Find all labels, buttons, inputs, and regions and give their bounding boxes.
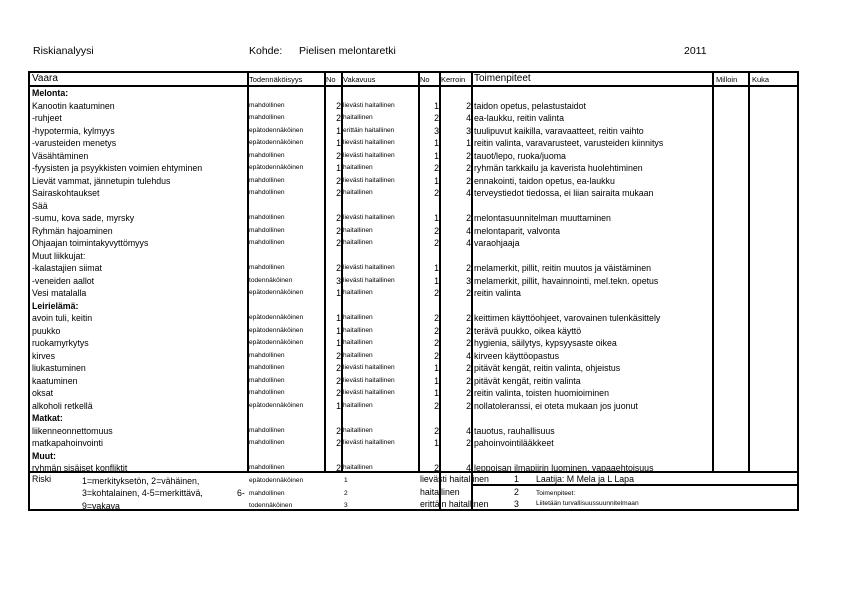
row-vaara: matkapahoinvointi	[32, 438, 103, 448]
row-vakavuus: haitallinen	[343, 426, 373, 434]
row-vakavuus: haitallinen	[343, 164, 373, 171]
riski-scale-line1: 1=merkityksetön, 2=vähäinen,	[82, 476, 200, 486]
row-no2: 2	[434, 238, 439, 248]
row-vakavuus: haitallinen	[343, 463, 373, 471]
row-todennakoisyys: epätodennäköinen	[249, 401, 304, 409]
row-toimenpiteet: melamerkit, pillit, havainnointi, mel.tekn. opetus	[474, 275, 659, 286]
row-no2: 2	[434, 325, 439, 336]
row-todennakoisyys: epätodennäköinen	[249, 126, 304, 134]
row-todennakoisyys: mahdollinen	[249, 463, 285, 471]
year: 2011	[684, 45, 707, 57]
row-kerroin: 4	[466, 238, 471, 248]
row-vakavuus: haitallinen	[343, 239, 373, 246]
row-vaara: Kanootin kaatuminen	[32, 100, 115, 111]
row-kerroin: 4	[466, 113, 471, 123]
row-vakavuus: lievästi haitallinen	[343, 439, 395, 446]
row-no2: 2	[434, 313, 439, 323]
row-todennakoisyys: epätodennäköinen	[249, 139, 304, 146]
row-toimenpiteet: hygienia, säilytys, kypsyysaste oikea	[474, 338, 617, 348]
col-header-kuka: Kuka	[752, 75, 770, 84]
row-no1: 1	[336, 138, 341, 148]
toimenpiteet-note: Liitetään turvallisuussuunnitelmaan	[536, 500, 639, 507]
tod-scale-label: epätodennäköinen	[249, 477, 304, 484]
row-todennakoisyys: mahdollinen	[249, 176, 285, 184]
row-no2: 2	[434, 462, 439, 473]
row-no1: 2	[336, 100, 341, 111]
row-vaara: Matkat:	[32, 413, 63, 423]
col-divider	[748, 73, 750, 471]
row-kerroin: 2	[466, 375, 471, 386]
col-header-vaara: Vaara	[32, 73, 58, 84]
row-vakavuus: haitallinen	[343, 326, 373, 334]
row-no2: 1	[434, 175, 439, 186]
row-vaara: avoin tuli, keitin	[32, 313, 93, 323]
row-vaara: Sairaskohtaukset	[32, 188, 100, 198]
row-vaara: Vesi matalalla	[32, 288, 87, 298]
row-no1: 2	[336, 150, 341, 161]
row-no2: 2	[434, 338, 439, 348]
row-vakavuus: lievästi haitallinen	[343, 276, 395, 284]
row-vakavuus: lievästi haitallinen	[343, 176, 395, 184]
row-toimenpiteet: melontaparit, valvonta	[474, 225, 561, 236]
row-todennakoisyys: mahdollinen	[249, 364, 285, 371]
row-kerroin: 4	[466, 225, 471, 236]
row-vaara: -kalastajien siimat	[32, 263, 102, 273]
row-no2: 1	[434, 263, 439, 273]
row-vakavuus: lievästi haitallinen	[343, 101, 395, 109]
vak-scale-no: 2	[514, 487, 519, 497]
row-vaara: -hypotermia, kylmyys	[32, 125, 115, 136]
row-vaara: ruokamyrkytys	[32, 338, 89, 348]
row-vakavuus: erittäin haitallinen	[343, 126, 395, 134]
toimenpiteet-label: Toimenpiteet:	[536, 490, 576, 497]
riski-label: Riski	[32, 474, 52, 484]
row-toimenpiteet: ennakointi, taidon opetus, ea-laukku	[474, 175, 615, 186]
tod-scale-label: mahdollinen	[249, 490, 285, 497]
row-no2: 1	[434, 363, 439, 373]
riski-scale-line2: 3=kohtalainen, 4-5=merkittävä,	[82, 488, 203, 498]
row-toimenpiteet: ea-laukku, reitin valinta	[474, 113, 564, 123]
row-vaara: kirves	[32, 350, 55, 361]
row-kerroin: 4	[466, 462, 471, 473]
risk-table	[28, 71, 799, 511]
row-kerroin: 3	[466, 275, 471, 286]
row-toimenpiteet: melontasuunnitelman muuttaminen	[474, 213, 611, 223]
row-todennakoisyys: epätodennäköinen	[249, 314, 304, 321]
row-vaara: -varusteiden menetys	[32, 138, 117, 148]
row-toimenpiteet: reitin valinta, varavarusteet, varusteiden kiinnitys	[474, 138, 664, 148]
vak-scale-label: haitallinen	[420, 487, 460, 497]
row-vakavuus: haitallinen	[343, 314, 373, 321]
row-vaara: Ohjaajan toimintakyvyttömyys	[32, 238, 149, 248]
row-no2: 2	[434, 425, 439, 436]
col-divider	[471, 73, 473, 509]
row-toimenpiteet: reitin valinta, toisten huomioiminen	[474, 388, 609, 398]
row-toimenpiteet: terävä puukko, oikea käyttö	[474, 325, 582, 336]
row-todennakoisyys: epätodennäköinen	[249, 339, 304, 346]
row-no1: 1	[336, 338, 341, 348]
tod-scale-label: todennäköinen	[249, 502, 293, 509]
row-kerroin: 2	[466, 150, 471, 161]
row-kerroin: 2	[466, 338, 471, 348]
row-no2: 1	[434, 138, 439, 148]
col-header-vakavuus: Vakavuus	[343, 75, 376, 84]
row-todennakoisyys: mahdollinen	[249, 151, 285, 159]
row-kerroin: 3	[466, 125, 471, 136]
row-todennakoisyys: mahdollinen	[249, 114, 285, 121]
row-vaara: Muut:	[32, 450, 56, 461]
row-toimenpiteet: tuulipuvut kaikilla, varavaatteet, reitin vaihto	[474, 125, 644, 136]
row-no1: 2	[336, 175, 341, 186]
col-header-no2: No	[420, 75, 430, 84]
row-vaara: kaatuminen	[32, 375, 78, 386]
row-toimenpiteet: kirveen käyttöopastus	[474, 350, 560, 361]
row-toimenpiteet: nollatoleranssi, ei oteta mukaan jos juonut	[474, 400, 638, 411]
row-no2: 2	[434, 288, 439, 298]
row-toimenpiteet: tauotus, rauhallisuus	[474, 425, 555, 436]
row-toimenpiteet: pitävät kengät, reitin valinta	[474, 375, 581, 386]
row-vaara: -sumu, kova sade, myrsky	[32, 213, 135, 223]
row-vaara: Leirielämä:	[32, 300, 79, 311]
row-no1: 1	[336, 325, 341, 336]
vak-scale-no: 1	[514, 474, 519, 484]
row-vaara: Sää	[32, 200, 48, 211]
row-toimenpiteet: keittimen käyttöohjeet, varovainen tulenkäsittely	[474, 313, 661, 323]
row-no1: 2	[336, 113, 341, 123]
row-vakavuus: lievästi haitallinen	[343, 264, 395, 271]
row-toimenpiteet: melamerkit, pillit, reitin muutos ja väistäminen	[474, 263, 651, 273]
document-title: Riskianalyysi	[33, 45, 94, 57]
row-no2: 1	[434, 275, 439, 286]
row-no2: 1	[434, 150, 439, 161]
row-kerroin: 2	[466, 388, 471, 398]
row-vakavuus: lievästi haitallinen	[343, 214, 395, 221]
row-vaara: liukastuminen	[32, 363, 86, 373]
col-header-no1: No	[326, 75, 336, 84]
row-toimenpiteet: taidon opetus, pelastustaidot	[474, 100, 586, 111]
row-vakavuus: lievästi haitallinen	[343, 376, 395, 384]
vak-scale-no: 3	[514, 499, 519, 509]
row-toimenpiteet: pitävät kengät, reitin valinta, ohjeistus	[474, 363, 621, 373]
row-no2: 2	[434, 400, 439, 411]
row-kerroin: 4	[466, 350, 471, 361]
row-kerroin: 2	[466, 175, 471, 186]
riski-scale-line3: 9=vakava	[82, 501, 120, 511]
row-vakavuus: haitallinen	[343, 289, 373, 296]
row-no1: 1	[336, 313, 341, 323]
row-vaara: Väsähtäminen	[32, 150, 89, 161]
row-kerroin: 2	[466, 100, 471, 111]
row-kerroin: 2	[466, 163, 471, 173]
row-vakavuus: haitallinen	[343, 351, 373, 359]
tod-scale-no: 2	[344, 490, 348, 497]
row-no2: 1	[434, 375, 439, 386]
row-no1: 1	[336, 163, 341, 173]
row-no1: 2	[336, 225, 341, 236]
row-toimenpiteet: ryhmän tarkkailu ja kaverista huolehtiminen	[474, 163, 643, 173]
row-no1: 2	[336, 238, 341, 248]
col-header-milloin: Milloin	[716, 75, 738, 84]
row-toimenpiteet: reitin valinta	[474, 288, 521, 298]
row-todennakoisyys: mahdollinen	[249, 376, 285, 384]
row-toimenpiteet: terveystiedot tiedossa, ei liian sairaita mukaan	[474, 188, 654, 198]
row-kerroin: 2	[466, 325, 471, 336]
kohde-label: Kohde:	[249, 45, 283, 57]
row-todennakoisyys: mahdollinen	[249, 101, 285, 109]
vak-scale-label: erittäin haitallinen	[420, 499, 489, 509]
row-toimenpiteet: tauot/lepo, ruoka/juoma	[474, 150, 566, 161]
row-todennakoisyys: mahdollinen	[249, 389, 285, 396]
vak-scale-label: lievästi haitallinen	[420, 474, 489, 484]
row-no2: 1	[434, 388, 439, 398]
row-no1: 2	[336, 263, 341, 273]
kohde-value: Pielisen melontaretki	[299, 45, 396, 57]
row-vakavuus: lievästi haitallinen	[343, 389, 395, 396]
row-vakavuus: lievästi haitallinen	[343, 139, 395, 146]
col-header-kerroin: Kerroin	[441, 75, 466, 84]
riski-scale-line2-suffix: 6-	[237, 488, 245, 498]
row-no2: 2	[434, 225, 439, 236]
row-todennakoisyys: mahdollinen	[249, 239, 285, 246]
row-todennakoisyys: todennäköinen	[249, 276, 293, 284]
row-vaara: alkoholi retkellä	[32, 400, 93, 411]
row-no1: 2	[336, 438, 341, 448]
row-no1: 1	[336, 125, 341, 136]
row-toimenpiteet: leppoisan ilmapiirin luominen, vapaaehtoisuus	[474, 462, 654, 473]
col-header-todennakoisyys: Todennäköisyys	[249, 75, 303, 84]
row-kerroin: 4	[466, 425, 471, 436]
row-no1: 2	[336, 188, 341, 198]
row-vaara: puukko	[32, 325, 61, 336]
row-vakavuus: haitallinen	[343, 189, 373, 196]
row-no1: 1	[336, 400, 341, 411]
row-vakavuus: haitallinen	[343, 339, 373, 346]
row-kerroin: 2	[466, 438, 471, 448]
row-todennakoisyys: mahdollinen	[249, 264, 285, 271]
row-vaara: -fyysisten ja psyykkisten voimien ehtyminen	[32, 163, 203, 173]
row-toimenpiteet: pahoinvointilääkkeet	[474, 438, 554, 448]
row-no1: 1	[336, 288, 341, 298]
row-no1: 2	[336, 462, 341, 473]
row-no2: 1	[434, 438, 439, 448]
row-vaara: -ruhjeet	[32, 113, 62, 123]
row-toimenpiteet: varaohjaaja	[474, 238, 520, 248]
row-vakavuus: lievästi haitallinen	[343, 364, 395, 371]
row-vakavuus: lievästi haitallinen	[343, 151, 395, 159]
row-no1: 2	[336, 213, 341, 223]
row-no2: 2	[434, 350, 439, 361]
row-no2: 2	[434, 163, 439, 173]
row-vakavuus: haitallinen	[343, 226, 373, 234]
row-todennakoisyys: mahdollinen	[249, 226, 285, 234]
row-kerroin: 2	[466, 213, 471, 223]
row-kerroin: 1	[466, 138, 471, 148]
row-todennakoisyys: epätodennäköinen	[249, 326, 304, 334]
row-kerroin: 2	[466, 400, 471, 411]
row-vaara: oksat	[32, 388, 54, 398]
row-vaara: Lievät vammat, jännetupin tulehdus	[32, 175, 171, 186]
row-no2: 1	[434, 213, 439, 223]
row-todennakoisyys: mahdollinen	[249, 351, 285, 359]
row-no2: 2	[434, 113, 439, 123]
laatija-divider	[471, 484, 797, 486]
row-kerroin: 2	[466, 313, 471, 323]
row-vaara: Muut liikkujat:	[32, 250, 86, 261]
row-vaara: liikenneonnettomuus	[32, 425, 113, 436]
row-vakavuus: haitallinen	[343, 114, 373, 121]
row-no1: 2	[336, 363, 341, 373]
row-kerroin: 2	[466, 263, 471, 273]
row-todennakoisyys: mahdollinen	[249, 189, 285, 196]
row-vaara: ryhmän sisäiset konfliktit	[32, 462, 128, 473]
row-no2: 2	[434, 188, 439, 198]
row-todennakoisyys: mahdollinen	[249, 214, 285, 221]
row-kerroin: 2	[466, 363, 471, 373]
row-todennakoisyys: mahdollinen	[249, 426, 285, 434]
laatija: Laatija: M Mela ja L Lapa	[536, 474, 634, 484]
row-no1: 2	[336, 350, 341, 361]
row-no1: 3	[336, 275, 341, 286]
row-no1: 2	[336, 425, 341, 436]
row-kerroin: 2	[466, 288, 471, 298]
row-vaara: Melonta:	[32, 88, 69, 98]
row-todennakoisyys: mahdollinen	[249, 439, 285, 446]
row-todennakoisyys: epätodennäköinen	[249, 164, 304, 171]
tod-scale-no: 1	[344, 477, 348, 484]
row-no1: 2	[336, 388, 341, 398]
row-todennakoisyys: epätodennäköinen	[249, 289, 304, 296]
row-vaara: Ryhmän hajoaminen	[32, 225, 113, 236]
row-no1: 2	[336, 375, 341, 386]
col-header-toimenpiteet: Toimenpiteet	[474, 73, 531, 84]
row-vakavuus: haitallinen	[343, 401, 373, 409]
row-no2: 3	[434, 125, 439, 136]
tod-scale-no: 3	[344, 502, 348, 509]
row-vaara: -veneiden aallot	[32, 275, 95, 286]
row-no2: 1	[434, 100, 439, 111]
row-kerroin: 4	[466, 188, 471, 198]
